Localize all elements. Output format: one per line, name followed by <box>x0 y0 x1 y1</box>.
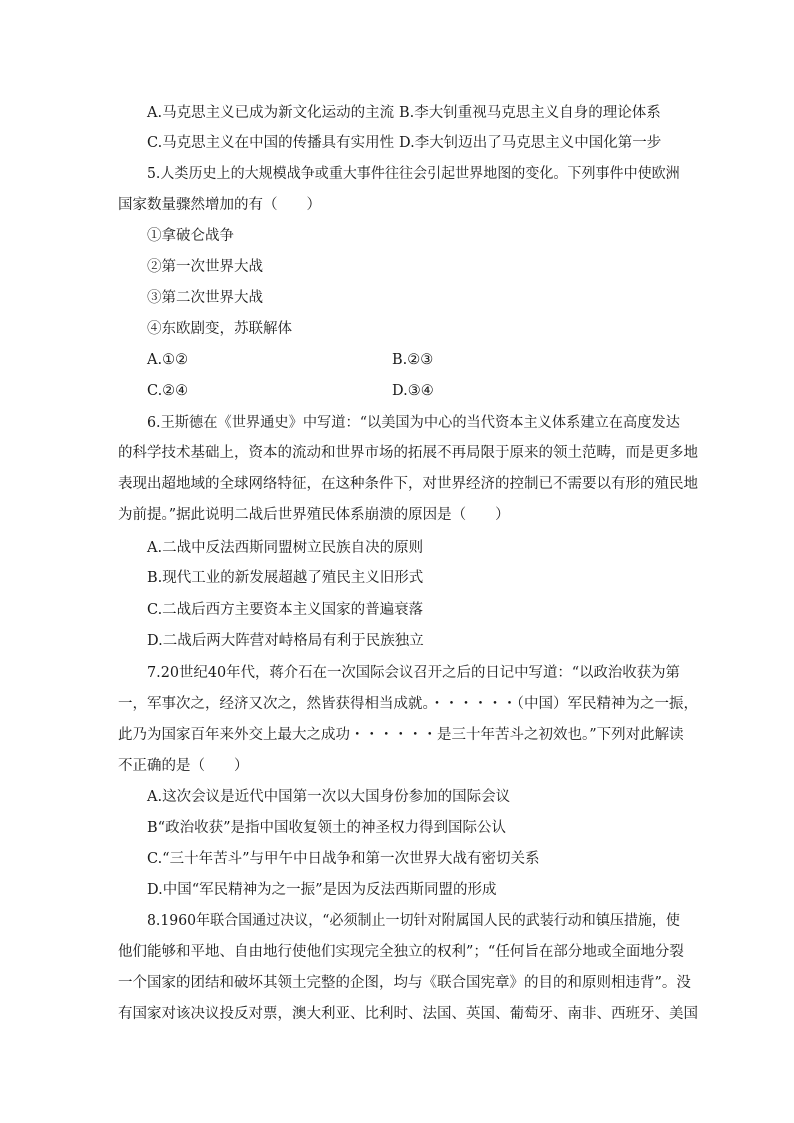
q7-stem-line-4: 不正确的是（ ） <box>118 758 249 774</box>
q5-option-a: A.①② <box>147 352 189 368</box>
q5-option-b: B.②③ <box>392 352 434 368</box>
q7-stem-line-3: 此乃为国家百年来外交上最大之成功・・・・・・是三十年苦斗之初效也。”下列对此解读 <box>118 727 684 743</box>
q4-option-b: B.李大钊重视马克思主义自身的理论体系 <box>399 105 661 121</box>
q5-option-d: D.③④ <box>392 383 434 399</box>
q6-option-d: D.二战后两大阵营对峙格局有利于民族独立 <box>147 633 424 649</box>
q5-item-4: ④东欧剧变，苏联解体 <box>147 321 292 337</box>
q8-stem-line-2: 他们能够和平地、自由地行使他们实现完全独立的权利”；“任何旨在部分地或全面地分裂 <box>118 944 684 960</box>
q7-stem-line-1: 7.20世纪40年代，蒋介石在一次国际会议召开之后的日记中写道：“以政治收获为第 <box>147 665 680 681</box>
q6-stem-line-1: 6.王斯德在《世界通史》中写道：“以美国为中心的当代资本主义体系建立在高度发达 <box>147 415 680 431</box>
q8-stem-line-1: 8.1960年联合国通过决议，“必须制止一切针对附属国人民的武装行动和镇压措施，使 <box>147 913 680 929</box>
q7-option-d: D.中国“军民精神为之一振”是因为反法西斯同盟的形成 <box>147 882 497 898</box>
q8-stem-line-3: 一个国家的团结和破坏其领土完整的企图，均与《联合国宪章》的目的和原则相违背”。没 <box>118 975 691 991</box>
q6-option-a: A.二战中反法西斯同盟树立民族自决的原则 <box>147 540 424 556</box>
q4-option-d: D.李大钊迈出了马克思主义中国化第一步 <box>399 135 662 151</box>
q7-option-a: A.这次会议是近代中国第一次以大国身份参加的国际会议 <box>147 789 511 805</box>
q5-item-1: ①拿破仑战争 <box>147 228 234 244</box>
q6-option-c: C.二战后西方主要资本主义国家的普遍衰落 <box>147 602 424 618</box>
q5-option-c: C.②④ <box>147 383 189 399</box>
q4-option-c: C.马克思主义在中国的传播具有实用性 <box>147 135 395 151</box>
q7-stem-line-2: 一，军事次之，经济又次之，然皆获得相当成就。・・・・・・（中国）军民精神为之一振， <box>118 696 698 712</box>
q5-stem-line-2: 国家数量骤然增加的有（ ） <box>118 197 321 213</box>
q7-option-c: C.“三十年苦斗”与甲午中日战争和第一次世界大战有密切关系 <box>147 851 540 867</box>
q5-item-2: ②第一次世界大战 <box>147 259 263 275</box>
q5-stem-line-1: 5.人类历史上的大规模战争或重大事件往往会引起世界地图的变化。下列事件中使欧洲 <box>147 166 680 182</box>
q5-item-3: ③第二次世界大战 <box>147 290 263 306</box>
q6-stem-line-4: 为前提。”据此说明二战后世界殖民体系崩溃的原因是（ ） <box>118 507 510 523</box>
q6-option-b: B.现代工业的新发展超越了殖民主义旧形式 <box>147 570 424 586</box>
q8-stem-line-4: 有国家对该决议投反对票，澳大利亚、比利时、法国、英国、葡萄牙、南非、西班牙、美国 <box>118 1006 698 1022</box>
q7-option-b: B“政治收获”是指中国收复领土的神圣权力得到国际公认 <box>147 820 506 836</box>
q6-stem-line-3: 表现出超地域的全球网络特征，在这种条件下，对世界经济的控制已不需要以有形的殖民地 <box>118 476 698 492</box>
q6-stem-line-2: 的科学技术基础上，资本的流动和世界市场的拓展不再局限于原来的领土范畴，而是更多地 <box>118 445 698 461</box>
q4-option-a: A.马克思主义已成为新文化运动的主流 <box>147 105 395 121</box>
